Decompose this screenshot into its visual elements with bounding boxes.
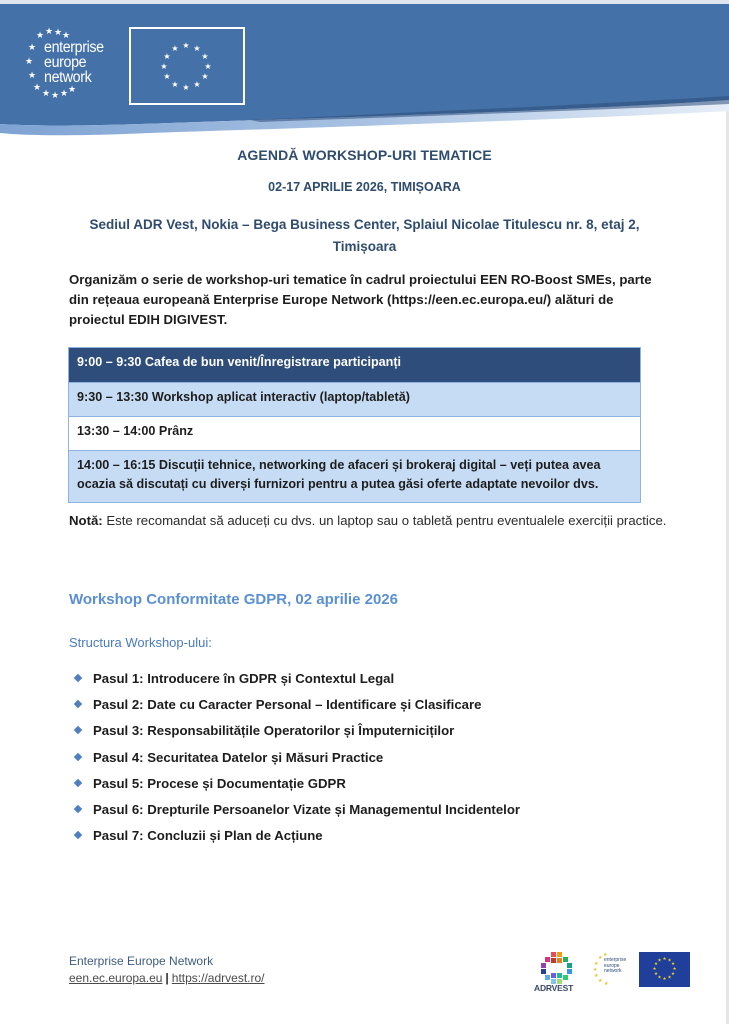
venue-line-1: Sediul ADR Vest, Nokia – Bega Business Center, Splaiul Nicolae Titulescu nr. 8, etaj 2, <box>89 217 640 232</box>
eu-flag-logo <box>129 27 245 105</box>
step-label: Pasul 5: Procese și Documentație GDPR <box>93 775 346 791</box>
venue-address <box>0 214 729 258</box>
svg-text:★: ★ <box>62 31 71 41</box>
list-item <box>75 750 520 776</box>
een-small-logo-text <box>604 958 626 975</box>
svg-text:★: ★ <box>54 28 63 38</box>
list-item <box>75 697 520 723</box>
small-logo-line-1: enterprise <box>604 957 627 963</box>
intro-paragraph: Organizăm o serie de workshop-uri tematice în cadrul proiectului EEN RO-Boost SMEs, parte din rețeaua europeană Enterprise Europe Network (https://een.ec.europa.eu/) alături de proiectul EDIH DIGIVEST. <box>69 272 652 327</box>
svg-text:★: ★ <box>60 89 69 99</box>
svg-text:★: ★ <box>593 967 598 973</box>
diamond-bullet-icon <box>74 752 82 760</box>
agenda-row: 9:30 – 13:30 Workshop aplicat interactiv (laptop/tabletă) <box>69 382 640 416</box>
event-dates: 02-17 APRILIE 2026, TIMIȘOARA <box>268 180 461 194</box>
small-logo-line-3: network <box>604 968 622 974</box>
footer-contact <box>69 953 265 987</box>
workshop-steps-list <box>75 671 520 854</box>
svg-text:★: ★ <box>653 972 659 977</box>
diamond-bullet-icon <box>74 805 82 813</box>
svg-text:★: ★ <box>667 975 672 981</box>
step-label: Pasul 1: Introducere în GDPR și Contextul Legal <box>93 671 395 686</box>
svg-text:★: ★ <box>45 27 54 37</box>
note-paragraph <box>69 508 669 534</box>
list-item <box>75 671 520 697</box>
svg-text:★: ★ <box>51 91 60 101</box>
header-banner <box>0 0 729 145</box>
svg-text:★: ★ <box>657 958 662 964</box>
step-label: Pasul 7: Concluzii și Plan de Acțiune <box>93 828 323 844</box>
eu-flag-small <box>639 952 690 987</box>
footer-org: Enterprise Europe Network <box>69 954 214 968</box>
adrvest-link[interactable]: https://adrvest.ro/ <box>171 971 265 985</box>
svg-text:★: ★ <box>598 978 603 984</box>
list-item <box>75 776 520 802</box>
svg-text:★: ★ <box>42 89 51 99</box>
svg-text:★: ★ <box>603 952 608 958</box>
workshop-title: Workshop Conformitate GDPR, 02 aprilie 2026 <box>69 591 398 608</box>
diamond-bullet-icon <box>74 674 82 682</box>
svg-text:★: ★ <box>160 62 168 71</box>
list-item <box>75 723 520 749</box>
eu-flag-stars-icon <box>639 952 690 987</box>
svg-text:★: ★ <box>171 80 179 89</box>
svg-text:★: ★ <box>594 973 599 979</box>
venue-line-2: Timișoara <box>332 239 397 254</box>
svg-text:★: ★ <box>33 83 42 93</box>
svg-text:★: ★ <box>652 967 657 972</box>
footer-links <box>69 970 265 987</box>
svg-text:★: ★ <box>604 981 609 987</box>
svg-text:★: ★ <box>68 85 77 95</box>
step-label: Pasul 4: Securitatea Datelor și Măsuri Practice <box>93 749 384 765</box>
svg-text:★: ★ <box>672 967 677 972</box>
footer-separator: | <box>165 971 169 985</box>
svg-text:★: ★ <box>193 44 201 53</box>
svg-text:★: ★ <box>667 958 672 964</box>
svg-text:★: ★ <box>171 44 179 53</box>
svg-text:★: ★ <box>182 83 190 92</box>
page-title: AGENDĂ WORKSHOP-URI TEMATICE <box>237 147 492 163</box>
step-label: Pasul 6: Drepturile Persoanelor Vizate și Managementul Incidentelor <box>93 801 521 817</box>
een-logo-text <box>44 40 104 85</box>
agenda-row: 14:00 – 16:15 Discuții tehnice, networking de afaceri și brokeraj digital – veți putea avea ocazia să discutați cu diverși furnizori pentru a putea găsi oferte adaptate nevoilor dvs. <box>69 450 640 502</box>
svg-text:★: ★ <box>657 975 662 981</box>
svg-text:★: ★ <box>670 972 676 977</box>
note-text: Este recomandat să aduceți cu dvs. un laptop sau o tabletă pentru eventualele exerciții practice. <box>102 513 667 528</box>
svg-text:★: ★ <box>25 57 34 67</box>
svg-text:★: ★ <box>163 52 171 61</box>
svg-text:★: ★ <box>28 71 37 81</box>
svg-text:★: ★ <box>662 977 667 982</box>
diamond-bullet-icon <box>74 831 82 839</box>
svg-text:★: ★ <box>193 80 201 89</box>
agenda-table <box>68 347 641 503</box>
svg-text:★: ★ <box>36 31 45 41</box>
agenda-row: 9:00 – 9:30 Cafea de bun venit/Înregistrare participanți <box>69 348 640 382</box>
svg-text:★: ★ <box>653 962 659 967</box>
step-label: Pasul 2: Date cu Caracter Personal – Identificare și Clasificare <box>93 697 482 713</box>
svg-text:★: ★ <box>163 72 171 81</box>
agenda-row: 13:30 – 14:00 Prânz <box>69 416 640 450</box>
svg-text:★: ★ <box>662 957 667 962</box>
logo-line-1: enterprise <box>44 39 104 56</box>
diamond-bullet-icon <box>74 726 82 734</box>
list-item <box>75 802 520 828</box>
svg-text:★: ★ <box>201 72 209 81</box>
svg-text:★: ★ <box>201 52 209 61</box>
list-item <box>75 828 520 854</box>
diamond-bullet-icon <box>74 700 82 708</box>
een-link[interactable]: een.ec.europa.eu <box>69 971 163 985</box>
logo-line-3: network <box>44 69 92 86</box>
svg-text:★: ★ <box>594 961 599 967</box>
structure-label: Structura Workshop-ului: <box>69 635 212 650</box>
small-logo-line-2: europe <box>604 962 620 969</box>
logo-line-2: europe <box>44 54 87 71</box>
note-label: Notă: <box>69 513 103 528</box>
eu-stars-icon <box>131 29 242 102</box>
step-label: Pasul 3: Responsabilitățile Operatorilor și Împuterniciților <box>93 723 455 739</box>
adrvest-logo-text: ADRVEST <box>534 983 574 993</box>
svg-text:★: ★ <box>28 43 37 53</box>
diamond-bullet-icon <box>74 779 82 787</box>
svg-text:★: ★ <box>182 41 190 50</box>
svg-text:★: ★ <box>598 955 603 961</box>
svg-text:★: ★ <box>204 62 212 71</box>
svg-text:★: ★ <box>670 962 676 967</box>
